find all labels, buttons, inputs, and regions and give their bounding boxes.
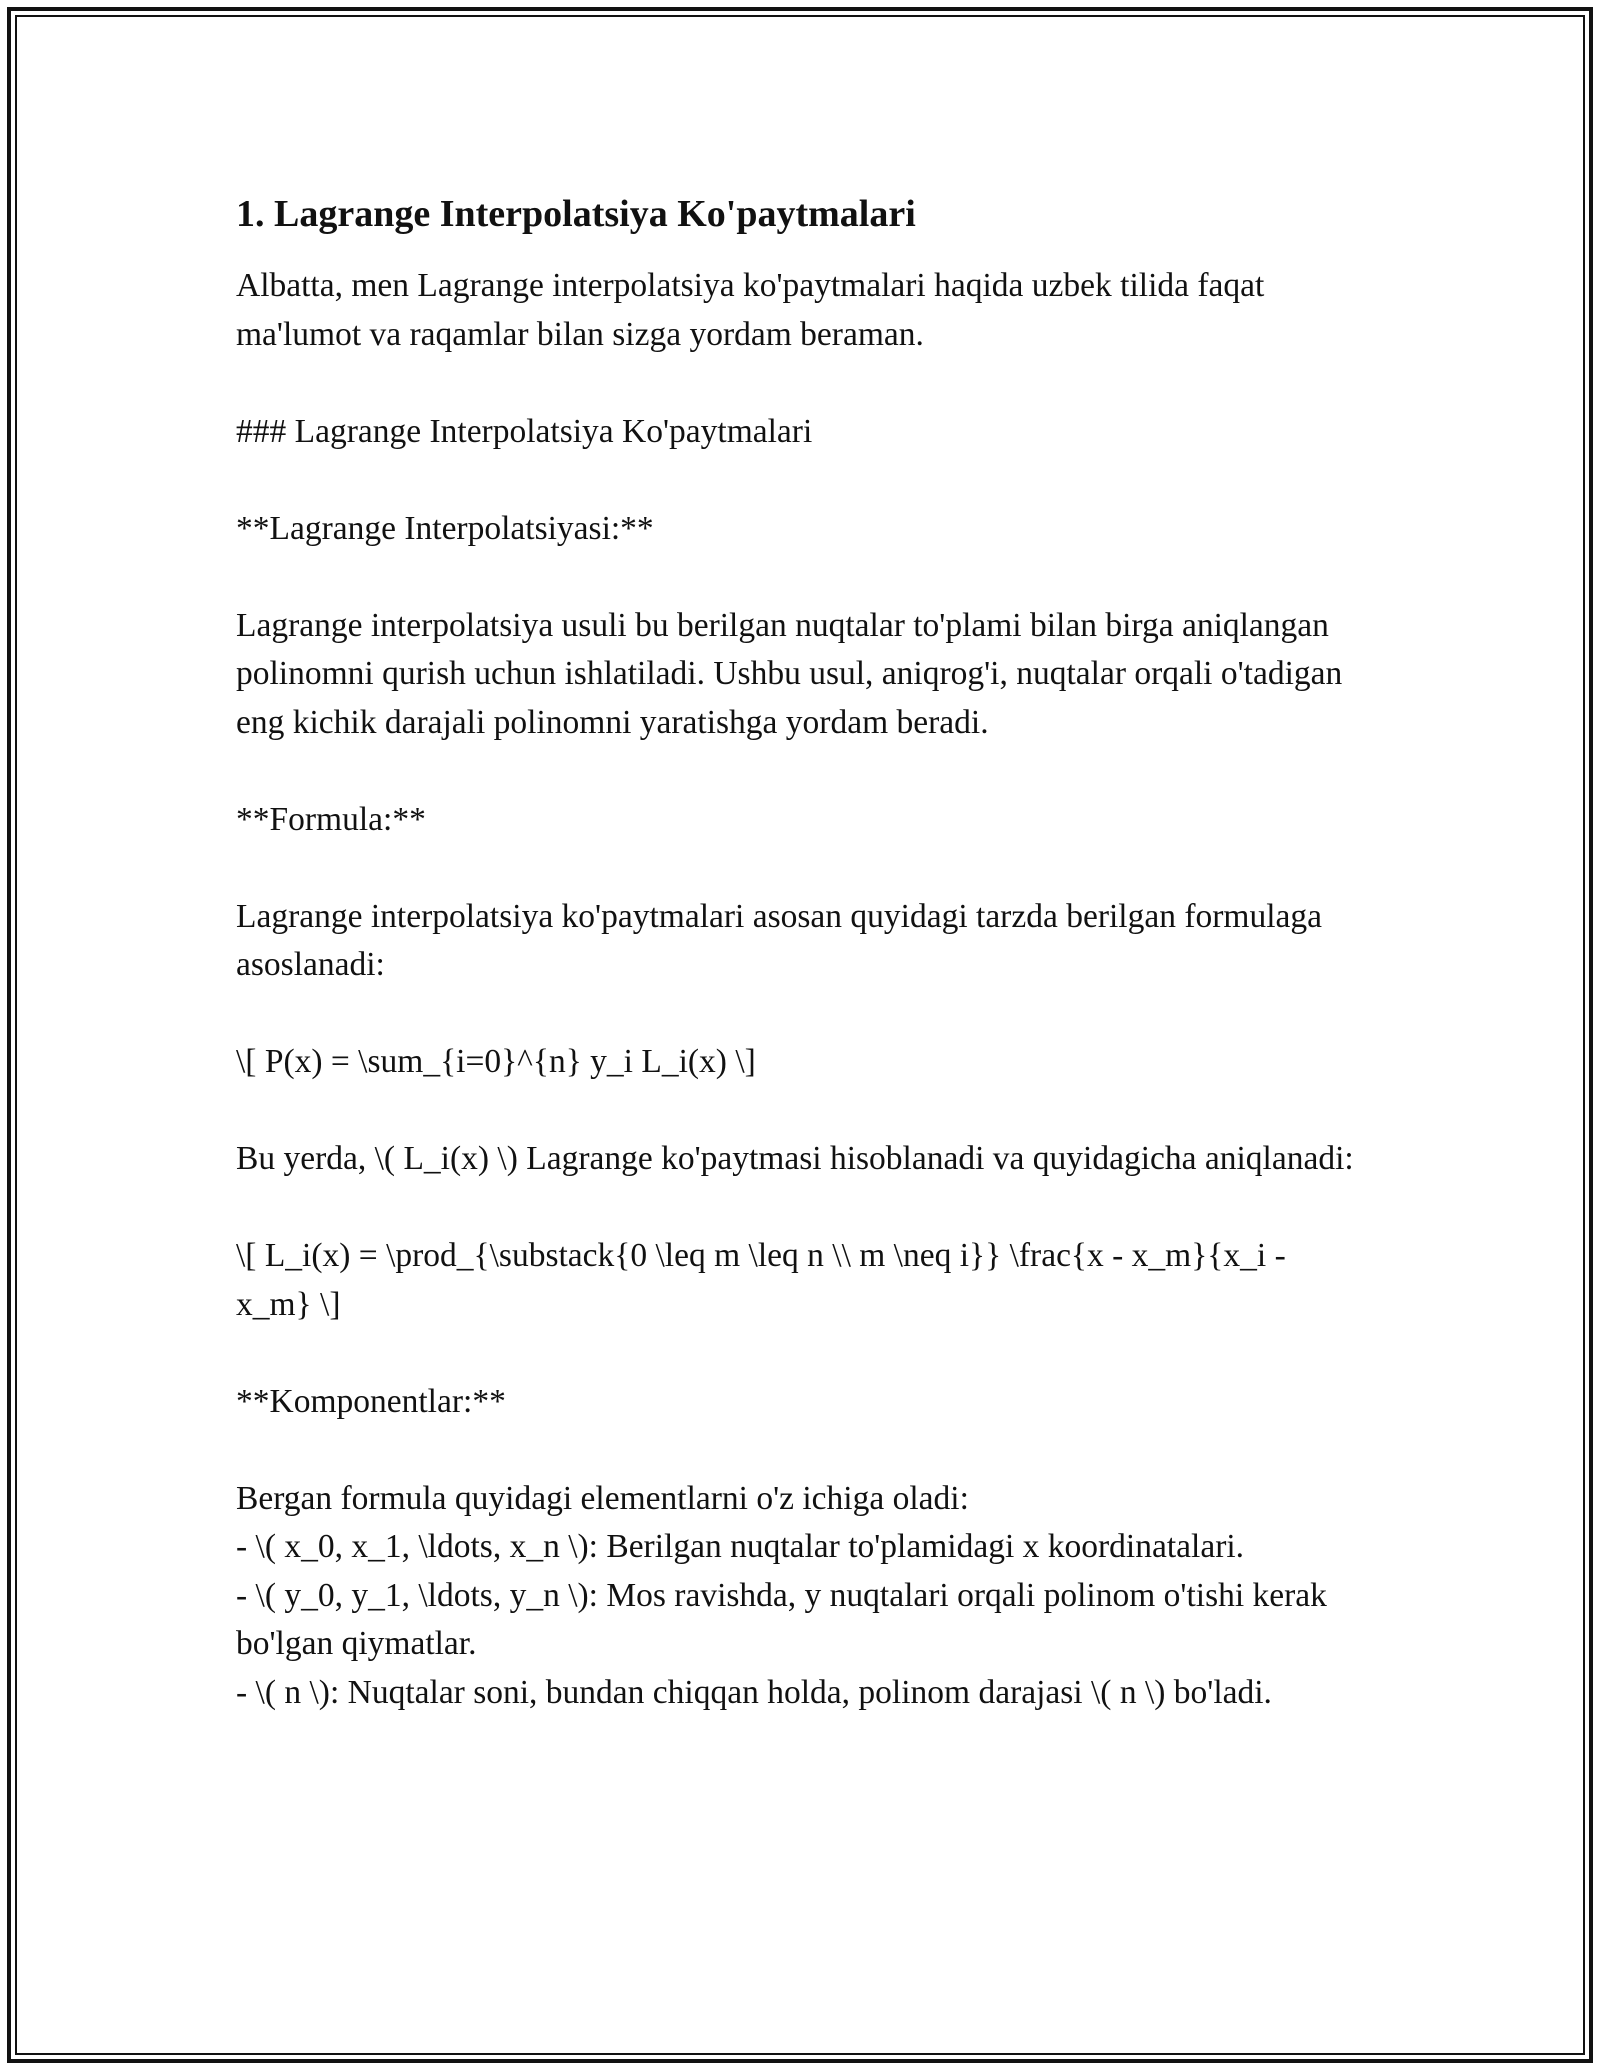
formula-sum: \[ P(x) = \sum_{i=0}^{n} y_i L_i(x) \] [236,1043,756,1080]
paragraph-gap [236,1184,1366,1233]
bold-label-components: **Komponentlar:** [236,1382,506,1420]
paragraph-gap [236,1087,1366,1136]
basis-intro: Bu yerda, \( L_i(x) \) Lagrange ko'paytmasi hisoblanadi va quyidagicha aniqlanadi: [236,1140,1354,1177]
intro-paragraph: Albatta, men Lagrange interpolatsiya ko'paytmalari haqida uzbek tilida faqat ma'lumot va raqamlar bilan sizga yordam beraman. [236,267,1265,353]
markdown-subheading: ### Lagrange Interpolatsiya Ko'paytmalari [236,412,813,450]
paragraph-gap [236,844,1366,893]
bold-label-interpolation: **Lagrange Interpolatsiyasi:** [236,509,654,547]
section-heading: 1. Lagrange Interpolatsiya Ko'paytmalari [236,193,916,235]
paragraph-gap [236,456,1366,505]
component-item-x: - \( x_0, x_1, \ldots, x_n \): Berilgan nuqtalar to'plamidagi x koordinatalari. [236,1528,1245,1565]
components-intro: Bergan formula quyidagi elementlarni o'z ichiga oladi: [236,1479,969,1517]
formula-intro: Lagrange interpolatsiya ko'paytmalari asosan quyidagi tarzda berilgan formulaga asoslanadi: [236,897,1323,983]
paragraph-gap [236,1329,1366,1378]
document-body [236,188,1366,1717]
component-item-y: - \( y_0, y_1, \ldots, y_n \): Mos ravishda, y nuqtalari orqali polinom o'tishi kerak bo'lgan qiymatlar. [236,1576,1327,1662]
paragraph-gap [236,359,1366,408]
paragraph-gap [236,747,1366,796]
paragraph-gap [236,553,1366,602]
component-item-n: - \( n \): Nuqtalar soni, bundan chiqqan holda, polinom darajasi \( n \) bo'ladi. [236,1673,1272,1711]
paragraph-gap [236,1426,1366,1475]
paragraph-gap [236,990,1366,1039]
bold-label-formula: **Formula:** [236,800,426,838]
formula-product: \[ L_i(x) = \prod_{\substack{0 \leq m \leq n \\ m \neq i}} \frac{x - x_m}{x_i - x_m} \] [236,1237,1286,1323]
method-description: Lagrange interpolatsiya usuli bu berilgan nuqtalar to'plami bilan birga aniqlangan polinomni qurish uchun ishlatiladi. Ushbu usul, aniqrog'i, nuqtalar orqali o'tadigan eng kichik darajali polinomni yaratishga yordam beradi. [236,606,1343,741]
